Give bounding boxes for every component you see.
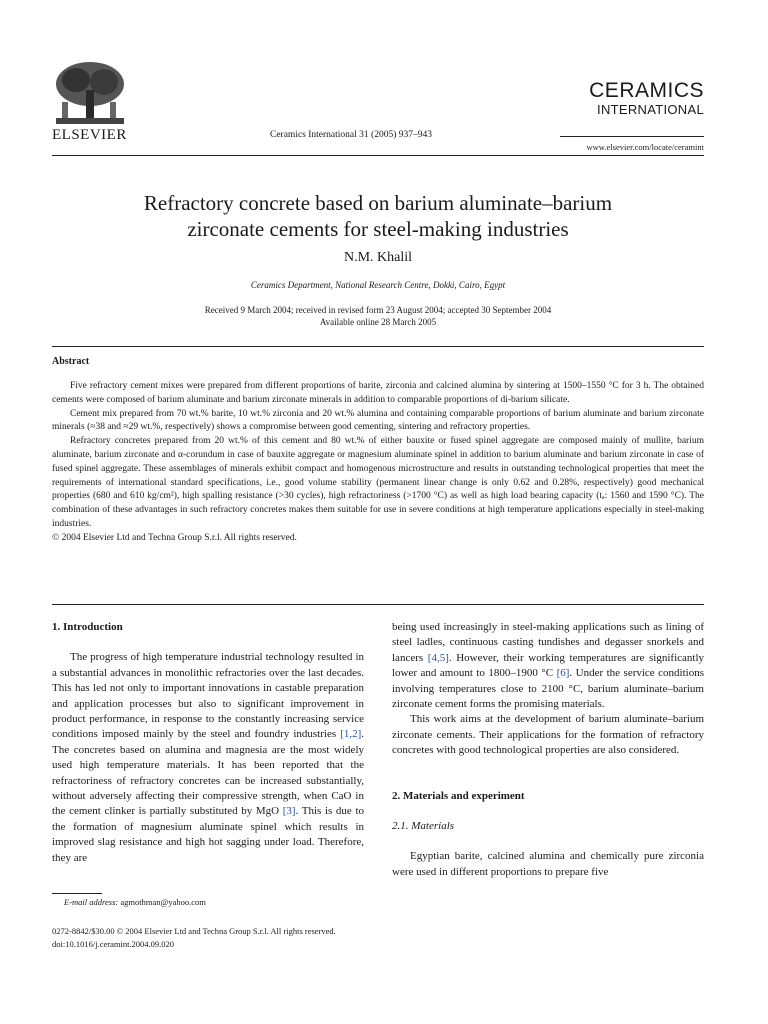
materials-paragraph-1: Egyptian barite, calcined alumina and chemically pure zirconia were used in different proportions to prepare five <box>392 850 704 878</box>
author-email-link[interactable]: agmothman@yahoo.com <box>118 897 206 907</box>
intro-paragraph-1-continued <box>392 620 704 712</box>
header-divider <box>52 155 704 156</box>
publisher-logo-text: ELSEVIER <box>52 127 127 143</box>
intro-cont-text-c: . Under the service conditions involving temperatures close to 2100 °C, barium aluminate–barium zirconate cement forms the promising materials. <box>392 667 704 711</box>
footnote-email <box>64 897 206 907</box>
dates-received: Received 9 March 2004; received in revised form 23 August 2004; accepted 30 September 2004 <box>204 305 552 315</box>
abstract-bottom-divider <box>52 604 704 605</box>
citation-link-1-2[interactable]: [1,2] <box>340 728 362 741</box>
footer-copyright: 0272-8842/$30.00 © 2004 Elsevier Ltd and Techna Group S.r.l. All rights reserved. <box>52 926 336 936</box>
brand-line-2: INTERNATIONAL <box>597 102 704 117</box>
intro-cont-text-b: . However, their working temperatures are significantly lower and amount to 1800–1900 °C <box>392 651 705 680</box>
abstract-top-divider <box>52 346 704 347</box>
title-line-2: zirconate cements for steel-making industries <box>187 217 569 241</box>
author-name: N.M. Khalil <box>343 250 413 265</box>
citation-link-4-5[interactable]: [4,5] <box>427 651 449 664</box>
intro-cont-text-a: being used increasingly in steel-making applications such as lining of steel ladles, continuous casting tundishes and degasser snorkels and lancers <box>392 621 704 664</box>
journal-reference: Ceramics International 31 (2005) 937–943 <box>270 130 432 140</box>
page-footer <box>52 925 336 951</box>
right-column <box>392 620 704 880</box>
abstract-paragraph-2: Cement mix prepared from 70 wt.% barite, 10 wt.% zirconia and 20 wt.% alumina and containing comparable proportions of barium aluminate and barium zirconate minerals (≈38 and ≈29 wt.%, respectively) shows a compromise between good cementing, sintering and refractory properties. <box>52 408 704 433</box>
footnote-divider <box>52 893 102 894</box>
header-divider-short <box>560 136 704 137</box>
abstract-paragraph-1: Five refractory cement mixes were prepared from different proportions of barite, zirconia and calcined alumina by sintering at 1500–1550 °C for 3 h. The obtained cements were composed of barium aluminate and barium zirconate minerals in addition to comparable proportions of di-barium silicate. <box>52 381 704 405</box>
intro-text-c: . This is due to the formation of magnesium aluminate spinel which results in improved slag resistance and high hot sagging under load. Therefore, they are <box>52 805 364 864</box>
article-title <box>52 190 704 242</box>
author-affiliation: Ceramics Department, National Research Centre, Dokki, Cairo, Egypt <box>250 280 506 290</box>
title-line-1: Refractory concrete based on barium aluminate–barium <box>143 191 613 215</box>
abstract-body <box>52 380 704 546</box>
journal-url-link[interactable]: www.elsevier.com/locate/ceramint <box>586 142 704 152</box>
journal-brand <box>589 80 704 118</box>
section-heading-introduction: 1. Introduction <box>52 621 123 633</box>
subsection-heading-materials: 2.1. Materials <box>392 820 455 833</box>
abstract-heading: Abstract <box>52 356 90 367</box>
footnote-label: E-mail address: <box>64 897 119 907</box>
citation-link-3[interactable]: [3] <box>282 805 296 818</box>
left-column <box>52 620 364 866</box>
section-heading-materials: 2. Materials and experiment <box>392 789 525 802</box>
elsevier-tree-icon <box>50 60 130 130</box>
intro-paragraph-2: This work aims at the development of barium aluminate–barium zirconate cements. Their applications for the formation of refractory concretes with good technological properties are also considered. <box>392 713 704 757</box>
intro-text-b: . The concretes based on alumina and magnesia are the most widely used high temperature materials. It has been reported that the refractoriness of refractory concretes can be increased substantially, without adversely affecting their compressive strength, when CaO in the cement clinker is partially substituted by MgO <box>52 728 364 818</box>
abstract-paragraph-3: Refractory concretes prepared from 20 wt.% of this cement and 80 wt.% of either bauxite or fused spinel aggregate are composed mainly of mullite, barium aluminate, barium zirconate and α-corundum in case of bauxite aggregate or magnesium aluminate spinel in addition to barium aluminate and barium zirconate in case of fused spinel aggregate. These assemblages of minerals exhibit compact and homogenous microstructure and results in outstanding technological properties that meet the requirements of international standard specifications, i.e., good volume stability (permanent linear change is only 0.62 and 0.28%, respectively) good mechanical properties (680 and 610 kg/cm²), high spalling resistance (>30 cycles), high refractoriness (>1700 °C) as well as high load bearing capacity (tₐ: 1560 and 1590 °C). The combination of these advantages in such refractory concretes makes them suitable for use in severe conditions at high temperature applications especially in steel-making industries. <box>52 436 704 529</box>
intro-paragraph-1 <box>52 650 364 866</box>
intro-text-a: The progress of high temperature industrial technology resulted in a substantial advances in monolithic refractories over the last decades. This has led not only to important innovations in castable preparation and application processes but also to significant improvement in product performance, in response to the constantly increasing service conditions imposed mainly by the steel and foundry industries <box>52 651 364 741</box>
abstract-copyright: © 2004 Elsevier Ltd and Techna Group S.r.l. All rights reserved. <box>52 532 297 543</box>
dates-online: Available online 28 March 2005 <box>319 317 437 327</box>
article-dates <box>52 304 704 328</box>
brand-line-1: CERAMICS <box>589 79 704 102</box>
citation-link-6[interactable]: [6] <box>556 667 570 680</box>
footer-doi[interactable]: doi:10.1016/j.ceramint.2004.09.020 <box>52 939 175 949</box>
